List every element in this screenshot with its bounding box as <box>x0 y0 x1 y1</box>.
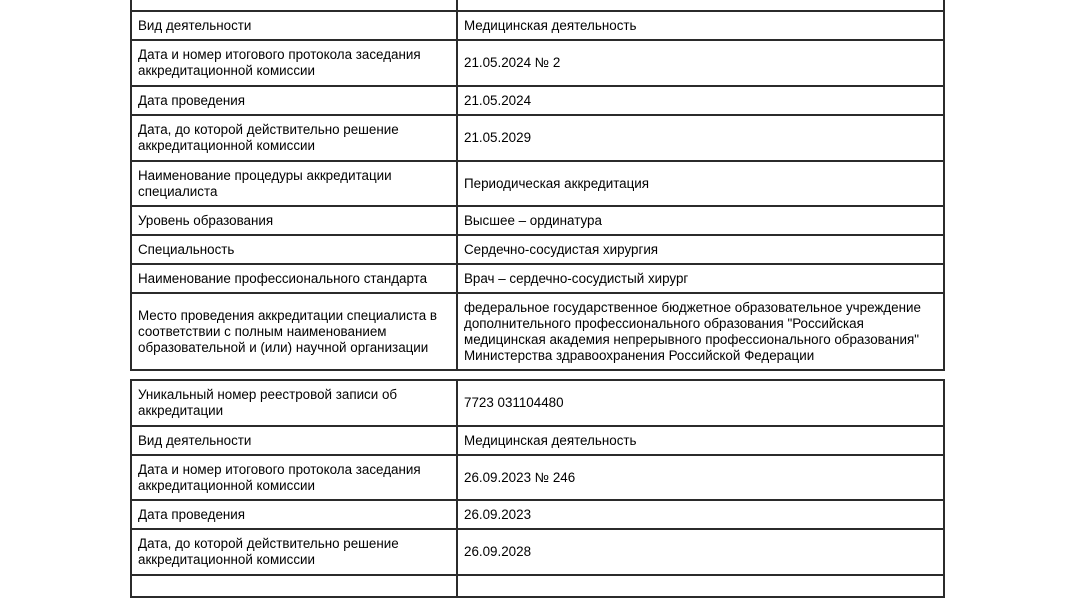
table-row <box>131 86 944 115</box>
row-label: Дата проведения <box>131 500 457 529</box>
table-row <box>131 455 944 500</box>
row-value: Медицинская деятельность <box>457 11 944 40</box>
row-label: Дата проведения <box>131 86 457 115</box>
row-label: Дата, до которой действительно решение аккредитационной комиссии <box>131 115 457 161</box>
table-row <box>131 11 944 40</box>
table-row <box>131 575 944 597</box>
row-value: Сердечно-сосудистая хирургия <box>457 235 944 264</box>
accreditation-record-table-1 <box>130 0 945 371</box>
row-label: Вид деятельности <box>131 426 457 455</box>
row-label: Дата и номер итогового протокола заседания аккредитационной комиссии <box>131 40 457 86</box>
row-value: Медицинская деятельность <box>457 426 944 455</box>
table-row <box>131 380 944 426</box>
row-label: Вид деятельности <box>131 11 457 40</box>
row-value: Высшее – ординатура <box>457 206 944 235</box>
row-value <box>457 575 944 597</box>
table-row <box>131 293 944 370</box>
row-label: Место проведения аккредитации специалиста в соответствии с полным наименованием образовательной и (или) научной организации <box>131 293 457 370</box>
row-value: Периодическая аккредитация <box>457 161 944 206</box>
row-value: 21.05.2029 <box>457 115 944 161</box>
table-row <box>131 0 944 11</box>
row-value: 26.09.2023 <box>457 500 944 529</box>
table-row <box>131 235 944 264</box>
table-row <box>131 161 944 206</box>
row-label <box>131 575 457 597</box>
table-row <box>131 206 944 235</box>
accreditation-record-table-2 <box>130 379 945 598</box>
row-label: Специальность <box>131 235 457 264</box>
table-row <box>131 264 944 293</box>
row-label: Наименование процедуры аккредитации специалиста <box>131 161 457 206</box>
row-value: 7723 031104480 <box>457 380 944 426</box>
table-row <box>131 115 944 161</box>
row-label: Уникальный номер реестровой записи об аккредитации <box>131 380 457 426</box>
row-value <box>457 0 944 11</box>
table-row <box>131 500 944 529</box>
row-label <box>131 0 457 11</box>
row-value: 21.05.2024 № 2 <box>457 40 944 86</box>
row-label: Уровень образования <box>131 206 457 235</box>
row-value: 26.09.2023 № 246 <box>457 455 944 500</box>
table-row <box>131 529 944 575</box>
row-value: Врач – сердечно-сосудистый хирург <box>457 264 944 293</box>
row-value: федеральное государственное бюджетное образовательное учреждение дополнительного профессионального образования "Российская медицинская академия непрерывного профессионального образования" Министерства здравоохранения Российской Федерации <box>457 293 944 370</box>
row-label: Наименование профессионального стандарта <box>131 264 457 293</box>
row-label: Дата, до которой действительно решение аккредитационной комиссии <box>131 529 457 575</box>
row-label: Дата и номер итогового протокола заседания аккредитационной комиссии <box>131 455 457 500</box>
table-row <box>131 426 944 455</box>
table-row <box>131 40 944 86</box>
row-value: 21.05.2024 <box>457 86 944 115</box>
row-value: 26.09.2028 <box>457 529 944 575</box>
